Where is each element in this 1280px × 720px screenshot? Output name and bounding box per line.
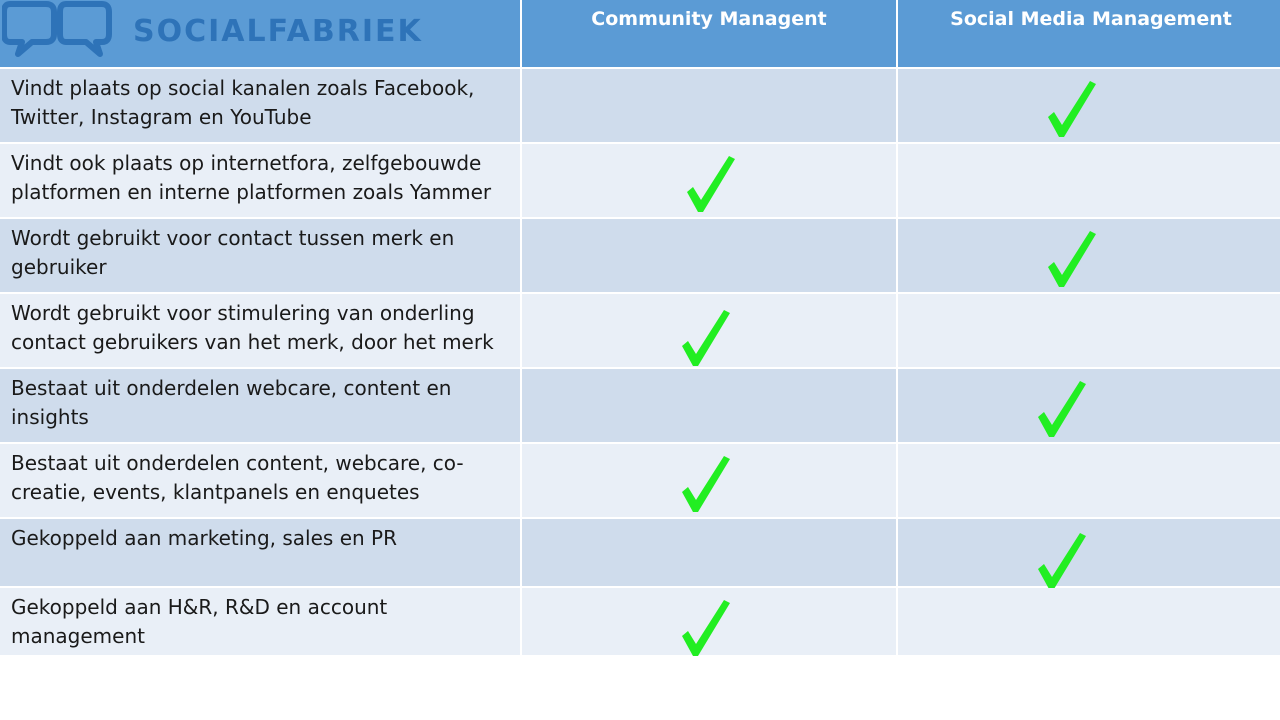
community-cell (522, 369, 896, 442)
social-media-cell (898, 294, 1280, 367)
checkmark-icon (1046, 79, 1098, 141)
checkmark-icon (680, 598, 732, 660)
social-media-cell (898, 588, 1280, 655)
feature-cell: Gekoppeld aan H&R, R&D en account management (0, 588, 520, 655)
feature-cell: Bestaat uit onderdelen content, webcare, co-creatie, events, klantpanels en enquetes (0, 444, 520, 517)
community-cell (522, 219, 896, 292)
social-media-cell (898, 369, 1280, 442)
social-media-cell (898, 519, 1280, 586)
feature-cell: Vindt ook plaats op internetfora, zelfgebouwde platformen en interne platformen zoals Yammer (0, 144, 520, 217)
social-media-cell (898, 144, 1280, 217)
logo-wordmark: SOCIALFABRIEK (133, 14, 423, 49)
checkmark-icon (1036, 531, 1088, 593)
table-row (0, 444, 1280, 517)
column-header-social: Social Media Management (898, 0, 1280, 67)
community-cell (522, 519, 896, 586)
community-cell (522, 144, 896, 217)
feature-cell: Wordt gebruikt voor stimulering van onderling contact gebruikers van het merk, door het merk (0, 294, 520, 367)
table-row (0, 144, 1280, 217)
table-row (0, 519, 1280, 586)
table-header (0, 0, 1280, 67)
logo-cell (0, 0, 520, 67)
community-cell (522, 294, 896, 367)
community-cell (522, 69, 896, 142)
column-header-community: Community Managent (522, 0, 896, 67)
checkmark-icon (680, 454, 732, 516)
checkmark-icon (680, 308, 732, 370)
speech-bubbles-icon (2, 0, 112, 60)
social-media-cell (898, 444, 1280, 517)
social-media-cell (898, 219, 1280, 292)
feature-cell: Bestaat uit onderdelen webcare, content en insights (0, 369, 520, 442)
table-row (0, 369, 1280, 442)
community-cell (522, 588, 896, 655)
community-cell (522, 444, 896, 517)
table-row (0, 294, 1280, 367)
table-row (0, 69, 1280, 142)
table-body (0, 69, 1280, 655)
checkmark-icon (1036, 379, 1088, 441)
table-row (0, 219, 1280, 292)
checkmark-icon (685, 154, 737, 216)
checkmark-icon (1046, 229, 1098, 291)
feature-cell: Gekoppeld aan marketing, sales en PR (0, 519, 520, 586)
feature-cell: Vindt plaats op social kanalen zoals Facebook, Twitter, Instagram en YouTube (0, 69, 520, 142)
social-media-cell (898, 69, 1280, 142)
feature-cell: Wordt gebruikt voor contact tussen merk en gebruiker (0, 219, 520, 292)
table-row (0, 588, 1280, 655)
